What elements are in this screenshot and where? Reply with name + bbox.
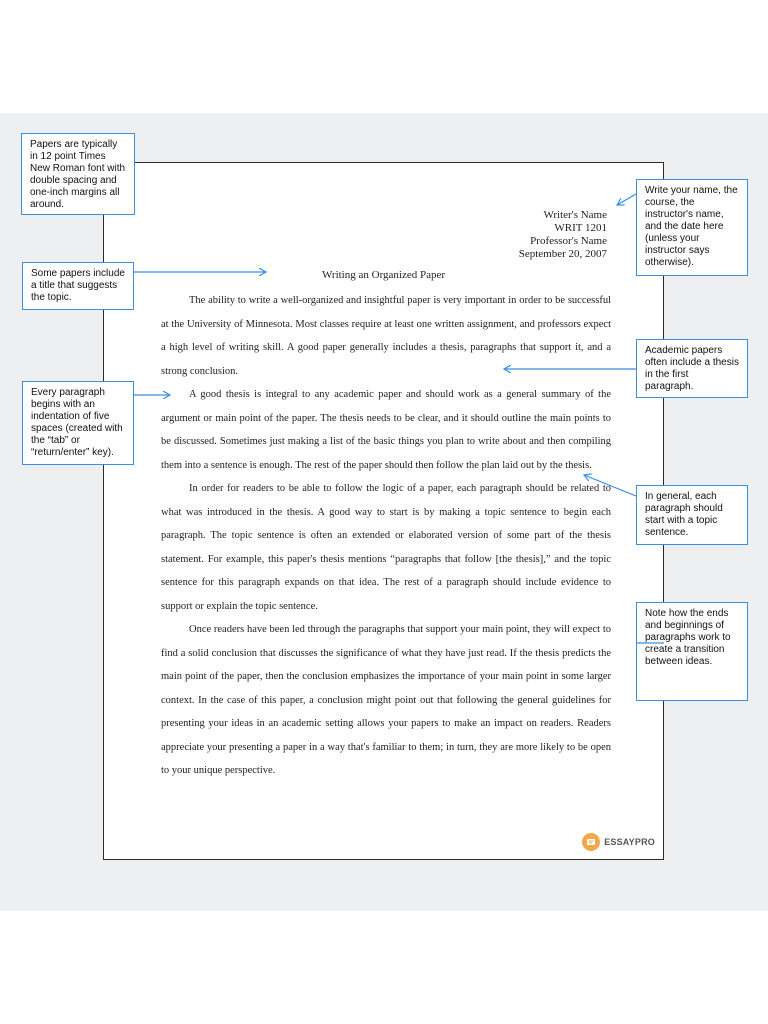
note-topic-sentence: In general, each paragraph should start with a topic sentence. bbox=[636, 485, 748, 545]
note-transition: Note how the ends and beginnings of paragraphs work to create a transition between ideas. bbox=[636, 602, 748, 701]
note-font-spacing: Papers are typically in 12 point Times New Roman font with double spacing and one-inch margins all around. bbox=[21, 133, 135, 215]
writer-name: Writer's Name bbox=[543, 209, 607, 221]
professor-name: Professor's Name bbox=[530, 235, 607, 247]
paragraph-intro: The ability to write a well-organized and insightful paper is very important in order to be successful at the University of Minnesota. Most classes require at least one written assignment, and professors expect a high level of writing skill. A good paper generally includes a thesis, paragraphs that support it, and a strong conclusion. bbox=[161, 295, 611, 377]
paper-title: Writing an Organized Paper bbox=[321, 269, 446, 281]
note-header-info: Write your name, the course, the instructor's name, and the date here (unless your instructor says otherwise). bbox=[636, 179, 748, 276]
arrow-topic-sentence bbox=[584, 475, 636, 496]
paper-date: September 20, 2007 bbox=[518, 248, 607, 260]
course-code: WRIT 1201 bbox=[554, 222, 607, 234]
paragraph-thesis: A good thesis is integral to any academic paper and should work as a general summary of the argument or main point of the paper. The thesis needs to be clear, and it should outline the main points to be discussed. Sometimes just making a list of the basic things you plan to write about and then compiling them into a sentence is enough. The rest of the paper should then follow the plan laid out by the thesis. bbox=[161, 389, 611, 471]
note-indentation: Every paragraph begins with an indentation of five spaces (created with the “tab” or “return/enter” key). bbox=[22, 381, 134, 465]
logo-text: ESSAYPRO bbox=[604, 837, 655, 847]
paragraph-conclusion: Once readers have been led through the paragraphs that support your main point, they will expect to find a solid conclusion that discusses the significance of what they have just read. If the thesis predicts the main point of the paper, then the conclusion emphasizes the importance of your main point in some larger context. In the case of this paper, a conclusion might point out that following the general guidelines for presenting your ideas in an academic setting allows your papers to make an impact on readers. Readers appreciate your presenting a paper in a way that's familiar to them; in turn, they are more likely to be open to your unique perspective. bbox=[161, 624, 611, 776]
arrow-header-info bbox=[617, 194, 636, 205]
paragraph-topic: In order for readers to be able to follow the logic of a paper, each paragraph should be related to what was introduced in the thesis. A good way to start is by making a topic sentence to begin each paragraph. The topic sentence is often an extended or elaborated version of some part of the thesis statement. For example, this paper's thesis mentions “paragraphs that follow [the thesis],” and the topic sentence for this paragraph expands on that idea. The rest of a paragraph should include evidence to support or explain the topic sentence. bbox=[161, 483, 611, 612]
note-thesis: Academic papers often include a thesis in the first paragraph. bbox=[636, 339, 748, 398]
note-title: Some papers include a title that suggests the topic. bbox=[22, 262, 134, 310]
